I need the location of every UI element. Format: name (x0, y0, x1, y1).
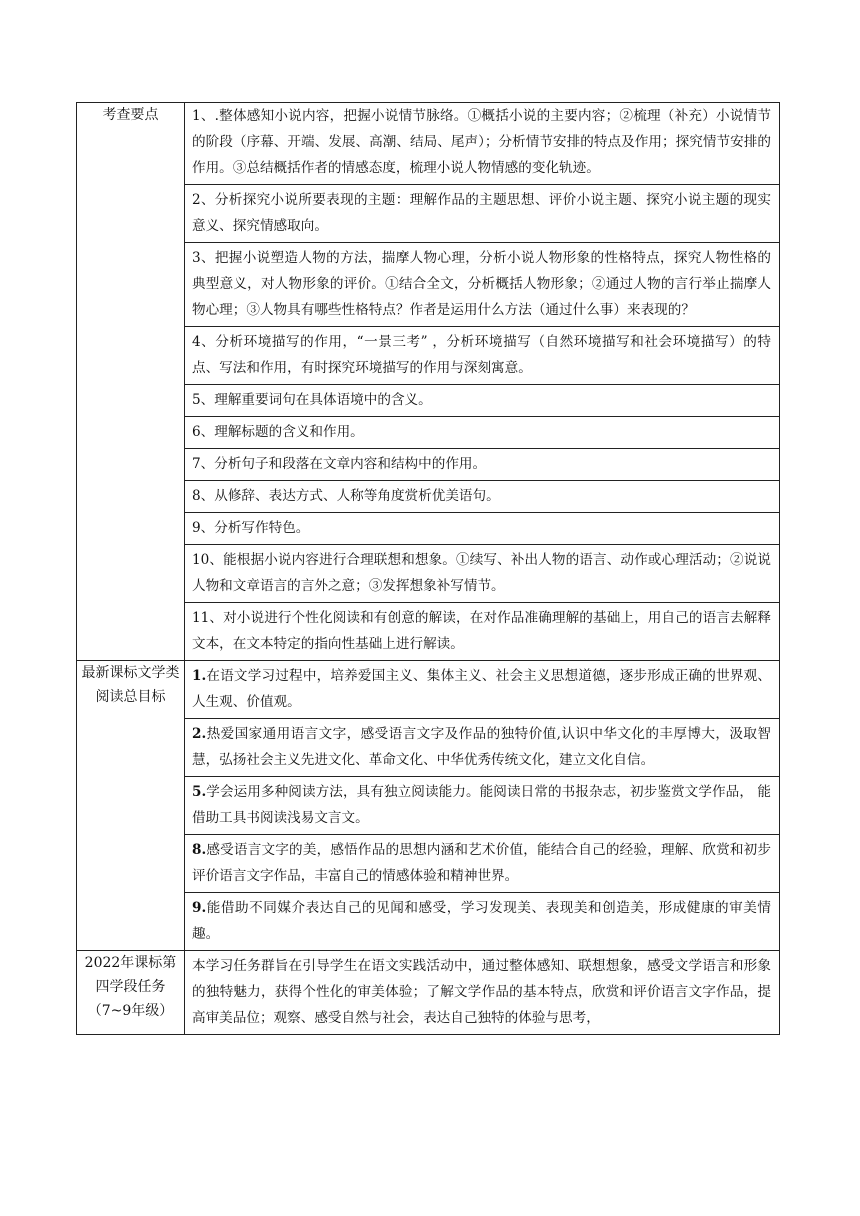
table-row (77, 951, 780, 1035)
item-number: 5. (192, 784, 207, 800)
item-text: 4、分析环境描写的作用，“一景三考” ，分析环境描写（自然环境描写和社会环境描写）的特点、写法和作用，有时探究环境描写的作用与深刻寓意。 (192, 334, 771, 376)
table-row (77, 103, 780, 185)
item-cell (185, 417, 780, 449)
item-text: 6、理解标题的含义和作用。 (192, 424, 364, 440)
item-text: 学会运用多种阅读方法，具有独立阅读能力。能阅读日常的书报杂志，初步鉴赏文学作品， 能借助工具书阅读浅易文言文。 (192, 784, 771, 826)
item-cell (185, 545, 780, 603)
item-cell (185, 777, 780, 835)
item-cell (185, 513, 780, 545)
item-number: 8. (192, 842, 207, 858)
item-text: 7、分析句子和段落在文章内容和结构中的作用。 (192, 456, 487, 472)
item-cell (185, 385, 780, 417)
item-text: 5、理解重要词句在具体语境中的含义。 (192, 392, 432, 408)
section-label-cell (77, 661, 185, 951)
item-text: 感受语言文字的美，感悟作品的思想内涵和艺术价值，能结合自己的经验，理解、欣赏和初步评价语言文字作品，丰富自己的情感体验和精神世界。 (192, 842, 771, 884)
item-cell (185, 449, 780, 481)
item-cell (185, 893, 780, 951)
item-text: 3、把握小说塑造人物的方法，揣摩人物心理，分析小说人物形象的性格特点，探究人物性格的典型意义，对人物形象的评价。①结合全文，分析概括人物形象；②通过人物的言行举止揣摩人物心理；③人物具有哪些性格特点？作者是运用什么方法（通过什么事）来表现的？ (192, 250, 771, 318)
requirements-table (76, 102, 780, 1035)
item-text: 1、.整体感知小说内容，把握小说情节脉络。①概括小说的主要内容；②梳理（补充）小说情节的阶段（序幕、开端、发展、高潮、结局、尾声）；分析情节安排的特点及作用；探究情节安排的作用。③总结概括作者的情感态度，梳理小说人物情感的变化轨迹。 (192, 108, 771, 176)
item-cell (185, 603, 780, 661)
item-cell (185, 951, 780, 1035)
item-cell (185, 103, 780, 185)
item-cell (185, 185, 780, 243)
item-text: 本学习任务群旨在引导学生在语文实践活动中，通过整体感知、联想想象，感受文学语言和形象的独特魅力，获得个性化的审美体验；了解文学作品的基本特点，欣赏和评价语言文字作品，提高审美品位；观察、感受自然与社会，表达自己独特的体验与思考， (192, 958, 771, 1026)
section-label-cell (77, 951, 185, 1035)
section-label-cell (77, 103, 185, 661)
item-cell (185, 835, 780, 893)
item-text: 9、分析写作特色。 (192, 520, 310, 536)
table-row (77, 661, 780, 719)
item-text: 8、从修辞、表达方式、人称等角度赏析优美语句。 (192, 488, 500, 504)
item-cell (185, 661, 780, 719)
item-number: 1. (192, 668, 207, 684)
section-label: 考查要点 (102, 107, 159, 123)
item-cell (185, 327, 780, 385)
item-text: 热爱国家通用语言文字，感受语言文字及作品的独特价值,认识中华文化的丰厚博大，汲取智慧，弘扬社会主义先进文化、革命文化、中华优秀传统文化，建立文化自信。 (192, 726, 771, 768)
section-label: 最新课标文学类阅读总目标 (81, 665, 180, 705)
item-text: 10、能根据小说内容进行合理联想和想象。①续写、补出人物的语言、动作或心理活动；②说说人物和文章语言的言外之意；③发挥想象补写情节。 (192, 552, 771, 594)
item-cell (185, 243, 780, 327)
item-cell (185, 481, 780, 513)
item-cell (185, 719, 780, 777)
item-text: 11、对小说进行个性化阅读和有创意的解读，在对作品准确理解的基础上，用自己的语言去解释文本，在文本特定的指向性基础上进行解读。 (192, 610, 771, 652)
item-text: 能借助不同媒介表达自己的见闻和感受，学习发现美、表现美和创造美，形成健康的审美情趣。 (192, 900, 771, 942)
item-text: 2、分析探究小说所要表现的主题：理解作品的主题思想、评价小说主题、探究小说主题的现实意义、探究情感取向。 (192, 192, 771, 234)
item-number: 9. (192, 900, 207, 916)
item-number: 2. (192, 726, 207, 742)
section-label: 2022年课标第四学段任务（7~9年级） (84, 955, 177, 1019)
item-text: 在语文学习过程中，培养爱国主义、集体主义、社会主义思想道德，逐步形成正确的世界观、人生观、价值观。 (192, 668, 771, 710)
